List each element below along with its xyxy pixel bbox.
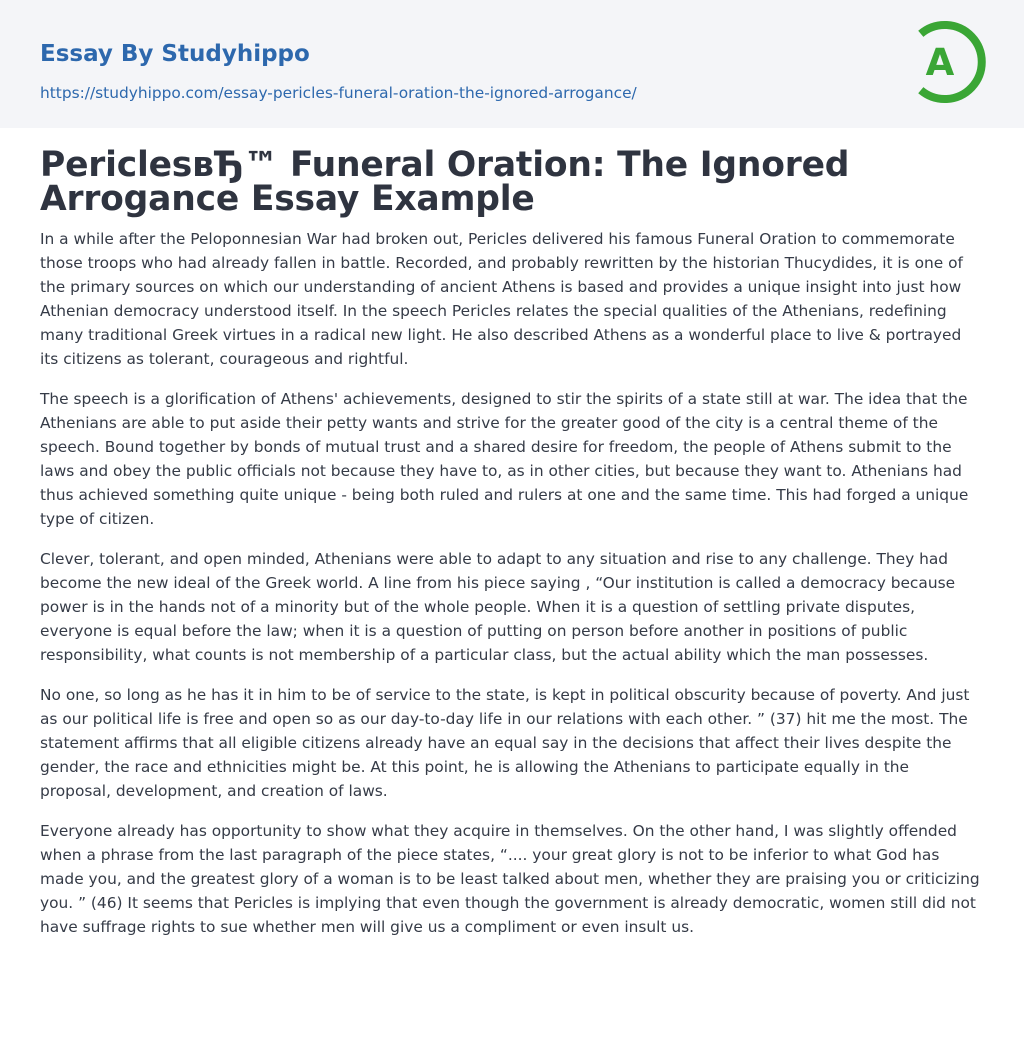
paragraph: Clever, tolerant, and open minded, Athenians were able to adapt to any situation and rise to any challenge. They had become the new ideal of the Greek world. A line from his piece saying , “Our institution is called a democracy because power is in the hands not of a minority but of the whole people. When it is a question of settling private disputes, everyone is equal before the law; when it is a question of putting on person before another in positions of public responsibility, what counts is not membership of a particular class, but the actual ability which the man possesses. — [40, 550, 956, 664]
paragraph: Everyone already has opportunity to show what they acquire in themselves. On the other hand, I was slightly offended when a phrase from the last paragraph of the piece states, “.... your great glory is not to be inferior to what God has made you, and the greatest glory of a woman is to be least talked about men, whether they are praising you or criticizing you. ” (46) It seems that Pericles is implying that even though the government is already democratic, women still did not have suffrage rights to sue whether men will give us a compliment or even insult us. — [40, 822, 980, 936]
studyhippo-logo-icon[interactable] — [911, 19, 987, 105]
article — [40, 145, 984, 955]
site-header — [0, 0, 1024, 128]
paragraph: The speech is a glorification of Athens' achievements, designed to stir the spirits of a state still at war. The idea that the Athenians are able to put aside their petty wants and strive for the greater good of the city is a central theme of the speech. Bound together by bonds of mutual trust and a shared desire for freedom, the people of Athens submit to the laws and obey the public officials not because they have to, as in other cities, but because they want to. Athenians had thus achieved something quite unique - being both ruled and rulers at one and the same time. This had forged a unique type of citizen. — [40, 390, 969, 528]
paragraph: In a while after the Peloponnesian War had broken out, Pericles delivered his famous Funeral Oration to commemorate those troops who had already fallen in battle. Recorded, and probably rewritten by the historian Thucydides, it is one of the primary sources on which our understanding of ancient Athens is based and provides a unique insight into just how Athenian democracy understood itself. In the speech Pericles relates the special qualities of the Athenians, redefining many traditional Greek virtues in a radical new light. He also described Athens as a wonderful place to live & portrayed its citizens as tolerant, courageous and rightful. — [40, 230, 963, 368]
site-name[interactable]: Essay By Studyhippo — [40, 41, 310, 67]
page-title: PericlesвЂ™ Funeral Oration: The Ignored Arrogance Essay Example — [40, 145, 850, 219]
paragraph: No one, so long as he has it in him to be of service to the state, is kept in political obscurity because of poverty. And just as our political life is free and open so as our day-to-day life in our relations with each other. ” (37) hit me the most. The statement affirms that all eligible citizens already have an equal say in the decisions that affect their lives despite the gender, the race and ethnicities might be. At this point, he is allowing the Athenians to participate equally in the proposal, development, and creation of laws. — [40, 686, 970, 800]
article-body — [40, 227, 984, 939]
logo-letter: A — [925, 41, 955, 84]
source-url-link[interactable]: https://studyhippo.com/essay-pericles-funeral-oration-the-ignored-arrogance/ — [40, 84, 637, 102]
